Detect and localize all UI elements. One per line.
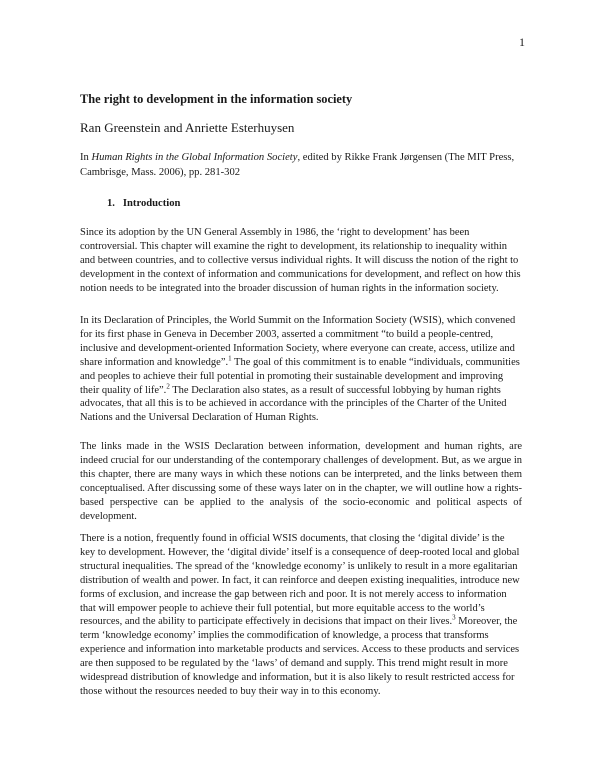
paragraph-4 (80, 532, 522, 699)
citation-prefix: In (80, 152, 92, 163)
page-number: 1 (519, 35, 525, 49)
paragraph-2-text-a: In its Declaration of Principles, the World Summit on the Information Society (WSIS), which convened for its first phase in Geneva in December 2003, asserted a commitment “to build a people-centred, inclusive and development-oriented Information Society, where everyone can create, access, utilize and share information and knowledge”. (80, 315, 516, 368)
paragraph-4-text-b: Moreover, the term ‘knowledge economy’ implies the commodification of knowledge, a process that transforms experience and information into marketable products and services. Access to these products and services are then supposed to be regulated by the ‘laws’ of demand and supply. This trend might result in more widespread distribution of knowledge and information, but it is also likely to result restricted access for those without the resources needed to buy their way in to this economy. (80, 616, 520, 697)
paper-title: The right to development in the information society (80, 92, 353, 106)
footnote-ref-2: 2 (166, 382, 170, 391)
paragraph-1: Since its adoption by the UN General Assembly in 1986, the ‘right to development’ has been controversial. This chapter will examine the right to development, its relationship to inequality within and between countries, and to collective versus individual rights. It will discuss the notion of the right to development in the context of information and communications for development, and reflect on how this notion needs to be integrated into the broader discussion of human rights in the information society. (80, 227, 521, 294)
footnote-ref-3: 3 (452, 613, 456, 622)
paragraph-3: The links made in the WSIS Declaration between information, development and human rights, are indeed crucial for our understanding of the contemporary challenges of development. But, as we argue in this chapter, there are many ways in which these notions can be interpreted, and the links between them conceptualised. After discussing some of these ways later on in the chapter, we will outline how a rights-based perspective can be applied to the analysis of the socio-economic and political aspects of development. (80, 441, 522, 522)
section-heading (107, 198, 180, 209)
citation (80, 150, 532, 180)
paragraph-2-text-c: The Declaration also states, as a result of successful lobbying by human rights advocates, that all this is to be achieved in accordance with the principles of the Charter of the United Nations and the Universal Declaration of Human Rights. (80, 384, 507, 424)
section-title: Introduction (122, 198, 181, 209)
paragraph-2 (80, 314, 522, 425)
paper-authors: Ran Greenstein and Anriette Esterhuysen (80, 120, 295, 135)
paragraph-2-text-b: The goal of this commitment is to enable “individuals, communities and peoples to achieve their full potential in promoting their sustainable development and improving their quality of life”. (80, 356, 520, 396)
section-number: 1. (107, 198, 115, 209)
footnote-ref-1: 1 (228, 354, 232, 363)
citation-suffix: , edited by Rikke Frank Jørgensen (The MIT Press, Cambrisge, Mass. 2006), pp. 281-302 (80, 152, 515, 178)
paragraph-4-text-a: There is a notion, frequently found in official WSIS documents, that closing the ‘digital divide’ is the key to development. However, the ‘digital divide’ itself is a consequence of deep-rooted local and global structural inequalities. The spread of the ‘knowledge economy’ is unlikely to result in a more egalitarian distribution of wealth and power. In fact, it can reinforce and deepen existing inequalities, introduce new forms of exclusion, and increase the gap between rich and poor. It is not merely access to information that will empower people to achieve their full potential, but more equitable access to the world’s resources, and the ability to participate effectively in decisions that impact on their lives. (80, 533, 520, 628)
citation-book-title: Human Rights in the Global Information Society (91, 152, 298, 163)
